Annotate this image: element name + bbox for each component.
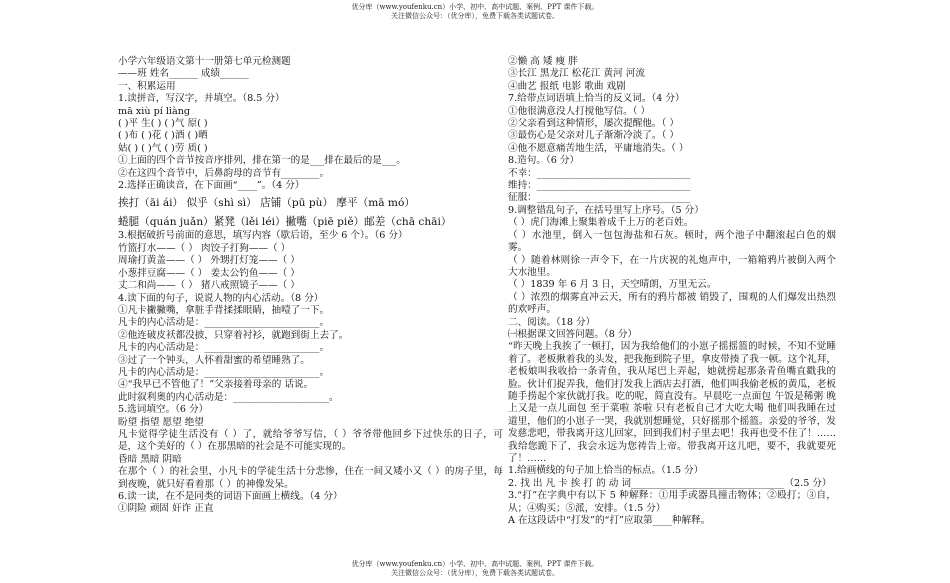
sentence-4: ④“我早已不管他了！”父亲接着母亲的 话说。 xyxy=(118,379,314,391)
order-item-3: （ ）随着林则徐一声令下，在一片庆祝的礼炮声中，一箱箱鸦片被倒入两个大水池里。 xyxy=(508,254,836,278)
reading-question-3a: A 在这段话中“打发”的“打”应取第____种解释。 xyxy=(508,515,711,527)
reading-choice-row-2: 蜷腿（quán juǎn）紧凳（lěi léi）撇嘴（piē piě）邮差（chā chāi） xyxy=(118,216,452,229)
sentence-3: ③过了一个钟头，人怀着甜蜜的希望睡熟了。 xyxy=(118,354,310,366)
section-heading-2: 二、阅读。（18 分） xyxy=(508,316,596,328)
question-9: 9.调整错乱句子，在括号里写上序号。（5 分） xyxy=(508,204,704,216)
question-8: 8.造句。（6 分） xyxy=(508,155,580,167)
saying-row-2: 周瑜打黄盖——（ ） 外甥打灯笼——（ ） xyxy=(118,255,300,267)
fill-paragraph-2: 在那个（ ）的社会里，小凡卡的学徒生活十分悲惨，住在一间又矮小又（ ）的房子里，每到夜晚，就只好看着那（ ）的神像发呆。 xyxy=(118,466,503,490)
order-item-2: （ ）水池里，倒入一包包海盐和石灰。顿时，两个池子中翻滚起白色的烟雾。 xyxy=(508,229,836,254)
reading-part-1: ㈠根据课文回答问题。（8 分） xyxy=(508,328,638,340)
question-2: 2.选择正确读音，在下面画“____”。（4 分） xyxy=(118,180,305,192)
sentence-make-1: 不幸：________________________________ xyxy=(508,167,691,179)
answer-line-1: 凡卡的内心活动是：________________________。 xyxy=(118,317,330,329)
question-1: 1.读拼音，写汉字，并填空。（8.5 分） xyxy=(118,93,285,105)
exam-title: 小学六年级语文第十一册第七单元检测题 xyxy=(118,56,291,67)
left-column xyxy=(118,56,503,516)
question-5: 5.选词填空。（6 分） xyxy=(118,404,209,416)
word-group-1: ①阴险 顽固 奸诈 正直 xyxy=(118,503,214,515)
saying-row-1: 竹篮打水——（ ） 肉饺子打狗——（ ） xyxy=(118,242,291,254)
fill-row-3: 姑( ) ( )气 ( )劳 质( ) xyxy=(118,142,208,154)
footer-line-1: 优分库（www.youfenku.cn）小学、初中、高中试题、案例、PPT 课件下载。 xyxy=(351,560,599,568)
word-group-3: ③长江 黑龙江 松花江 黄河 河流 xyxy=(508,68,645,80)
antonym-2: ②父亲看到这种情形，屡次提醒他。（ ） xyxy=(508,118,679,130)
saying-row-3: 小葱拌豆腐——（ ） 姜太公钓鱼——（ ） xyxy=(118,267,300,279)
order-item-1: （ ）虎门海滩上聚集着成千上万的老百姓。 xyxy=(508,217,694,229)
reading-question-1: 1.给画横线的句子加上恰当的标点。（1.5 分） xyxy=(508,465,704,477)
antonym-4: ④他不愿意痛苦地生活，平庸地消失。（ ） xyxy=(508,142,689,154)
sentence-make-3: 征服：________________________________ xyxy=(508,192,691,204)
answer-line-3: 凡卡的内心活动是：________________________。 xyxy=(118,366,330,378)
order-item-4: （ ）1839 年 6 月 3 日，天空晴朗，万里无云。 xyxy=(508,279,717,291)
sentence-make-2: 维持：________________________________ xyxy=(508,180,691,192)
antonym-3: ③最伤心是父亲对儿子渐渐冷淡了。（ ） xyxy=(508,130,679,142)
question-3: 3.根据破折号前面的意思，填写内容（歇后语，至少 6 个）。（6 分） xyxy=(118,230,408,242)
reading-question-3: 3.“打”在字典中有以下 5 种解释：①用手或器具撞击物体；②殴打；③自，从；④购买；⑤派，安排。（1.5 分） xyxy=(508,490,836,514)
sentence-1: ①凡卡撇撇嘴，拿脏手背揉揉眼睛，抽噎了一下。 xyxy=(118,304,330,316)
subquestion-1: ①上面的四个音节按音序排列，排在第一的是___排在最后的是___。 xyxy=(118,155,406,167)
right-column xyxy=(508,56,836,527)
student-info-line: ——班 姓名______ 成绩______ xyxy=(118,68,249,80)
reading-choice-row-1: 挨打（āi ái） 似乎（shì sì） 店铺（pū pù） 摩平（mā mó） xyxy=(118,197,415,210)
question-6: 6.读一读，在不是同类的词语下面画上横线。（4 分） xyxy=(118,491,343,502)
question-7: 7.给带点词语填上恰当的反义词。（4 分） xyxy=(508,93,685,105)
reading-question-2: 2. 找 出 凡 卡 挨 打 的 动 词________________________________（2.5 分） xyxy=(508,477,832,489)
page-header xyxy=(0,3,950,21)
fill-row-1: ( )平 生( ) ( )气 原( ) xyxy=(118,118,208,130)
order-item-5: （ ）浓烈的烟雾直冲云天，所有的鸦片都被 销毁了，围观的人们爆发出热烈的欢呼声。 xyxy=(508,291,836,316)
reading-passage: “昨天晚上我挨了一顿打，因为我给他们的小崽子摇摇篮的时候，不知不觉睡着了。老板揪着我的头发，把我拖到院子里，拿皮带揍了我一顿。这个礼拜，老板娘叫我收拾一条青鱼，我从尾巴上弄起，她就捞起那条青鱼嘴直戳我的脸。伙计们捉弄我，他们打发我上酒店去打酒，他们叫我偷老板的黄瓜，老板随手捞起个家伙就打我。吃的呢，简直没有。早晨吃一点面包 午饭是稀粥 晚上又是一点儿面包 至于菜啦 茶啦 只有老板自己才大吃大喝 他们叫我睡在过道里，他们的小崽子一哭，我就别想睡觉，只好摇那个摇篮。亲爱的爷爷，发发慈悲吧，带我离开这儿回家，回到我们村子里去吧！我再也受不住了！……我给您跪下了，我会永远为您祷告上帝。带我离开这儿吧，要不，我就要死了！…… xyxy=(508,341,836,464)
pinyin-row: mā xiù pí liàng xyxy=(118,105,191,117)
word-group-4: ④曲艺 报纸 电影 歌曲 戏剧 xyxy=(508,80,626,92)
sentence-2: ②他连破皮袄都没披，只穿着衬衫，就跑到街上去了。 xyxy=(118,329,349,341)
section-heading: 一、积累运用 xyxy=(118,80,176,92)
page-footer xyxy=(0,560,950,578)
answer-line-2: 凡卡的内心活动是：________________________。 xyxy=(118,342,330,354)
saying-row-4: 丈二和尚——（ ） 猪八戒照镜子——（ ） xyxy=(118,280,300,292)
answer-line-4: 此时叙利奥的内心活动是：____________________。 xyxy=(118,391,339,403)
subquestion-2: ②在这四个音节中，后鼻韵母的音节有________。 xyxy=(118,167,330,179)
word-options-1: 盼望 指望 愿望 绝望 xyxy=(118,416,204,428)
header-line-1: 优分库（www.youfenku.cn）小学、初中、高中试题、案例、PPT 课件下载。 xyxy=(351,3,599,11)
question-4: 4.读下面的句子，说说人物的内心活动。（8 分） xyxy=(118,292,324,304)
footer-line-2: 关注微信公众号：（优分库），免费下载各类试题试卷。 xyxy=(391,569,559,577)
word-options-2: 昏暗 黑暗 阴暗 xyxy=(118,453,182,465)
word-group-2: ②懒 高 矮 瘦 胖 xyxy=(508,56,578,67)
header-line-2: 关注微信公众号：（优分库），免费下载各类试题试卷。 xyxy=(391,12,559,20)
antonym-1: ①他很满意没人打搅他写信。（ ） xyxy=(508,105,651,117)
fill-paragraph-1: 凡卡觉得学徒生活没有（ ）了，就给爷爷写信，（ ）爷爷带他回乡下过快乐的日子，可是，这个美好的（ ）在那黑暗的社会是不可能实现的。 xyxy=(118,428,503,453)
fill-row-2: ( )布 ( )花 ( )酒 ( )晒 xyxy=(118,130,208,142)
